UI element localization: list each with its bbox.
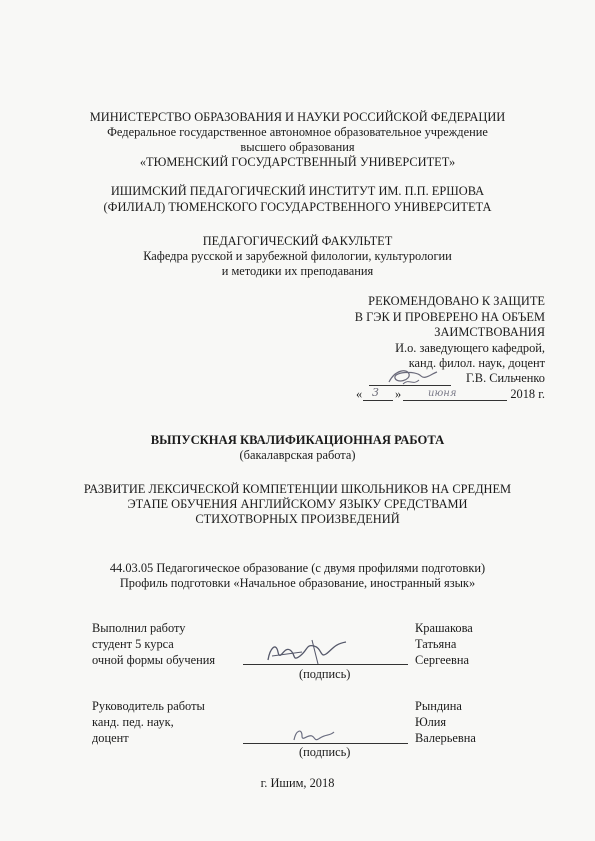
date-close-quote: » (395, 387, 402, 401)
author-role-line1: Выполнил работу (92, 621, 186, 635)
date-month: июня (428, 388, 457, 399)
author-surname: Крашакова (415, 621, 473, 635)
date-open-quote: « (356, 387, 363, 401)
department-name-line2: и методики их преподавания (221, 264, 374, 278)
author-signature (262, 636, 352, 670)
approval-head-role: И.о. заведующего кафедрой, (395, 341, 545, 355)
author-role-line3: очной формы обучения (92, 653, 216, 667)
author-signature-caption: (подпись) (299, 667, 351, 681)
supervisor-role-line3: доцент (92, 731, 129, 745)
approval-head-degree: канд. филол. наук, доцент (408, 356, 545, 370)
program-line2: Профиль подготовки «Начальное образование, иностранный язык» (119, 576, 476, 590)
university-name: «ТЮМЕНСКИЙ ГОСУДАРСТВЕННЫЙ УНИВЕРСИТЕТ» (139, 155, 456, 169)
supervisor-role-line1: Руководитель работы (92, 699, 205, 713)
supervisor-patronymic: Валерьевна (415, 731, 476, 745)
author-role-line2: студент 5 курса (92, 637, 174, 651)
program-line1: 44.03.05 Педагогическое образование (с двумя профилями подготовки) (109, 561, 486, 575)
institution-type-line1: Федеральное государственное автономное образовательное учреждение (107, 125, 488, 139)
work-title-line3: СТИХОТВОРНЫХ ПРОИЗВЕДЕНИЙ (195, 512, 400, 526)
department-name-line1: Кафедра русской и зарубежной филологии, культурологии (143, 249, 452, 263)
approval-head-name: Г.В. Сильченко (465, 371, 545, 385)
place-and-year: г. Ишим, 2018 (260, 776, 335, 790)
supervisor-name: Юлия (415, 715, 447, 729)
institute-name-line1: ИШИМСКИЙ ПЕДАГОГИЧЕСКИЙ ИНСТИТУТ ИМ. П.П. ЕРШОВА (110, 184, 485, 198)
work-title-line2: ЭТАПЕ ОБУЧЕНИЯ АНГЛИЙСКОМУ ЯЗЫКУ СРЕДСТВАМИ (127, 497, 468, 511)
date-day-line (363, 400, 393, 401)
work-subtype: (бакалаврская работа) (239, 448, 356, 462)
supervisor-signature (290, 724, 340, 746)
institute-name-line2: (ФИЛИАЛ) ТЮМЕНСКОГО ГОСУДАРСТВЕННОГО УНИВЕРСИТЕТА (103, 200, 492, 214)
date-day: 3 (372, 386, 379, 399)
ministry-name: МИНИСТЕРСТВО ОБРАЗОВАНИЯ И НАУКИ РОССИЙСКОЙ ФЕДЕРАЦИИ (89, 110, 506, 124)
supervisor-signature-caption: (подпись) (299, 745, 351, 759)
approval-line3: ЗАИМСТВОВАНИЯ (434, 325, 545, 339)
approval-line2: В ГЭК И ПРОВЕРЕНО НА ОБЪЕМ (354, 310, 545, 324)
work-title-line1: РАЗВИТИЕ ЛЕКСИЧЕСКОЙ КОМПЕТЕНЦИИ ШКОЛЬНИКОВ НА СРЕДНЕМ (83, 482, 512, 496)
author-patronymic: Сергеевна (415, 653, 470, 667)
author-name: Татьяна (415, 637, 457, 651)
supervisor-surname: Рындина (415, 699, 462, 713)
faculty-name: ПЕДАГОГИЧЕСКИЙ ФАКУЛЬТЕТ (202, 234, 393, 248)
work-type: ВЫПУСКНАЯ КВАЛИФИКАЦИОННАЯ РАБОТА (150, 433, 445, 447)
approval-line1: РЕКОМЕНДОВАНО К ЗАЩИТЕ (368, 294, 545, 308)
date-year: 2018 г. (510, 387, 545, 401)
supervisor-role-line2: канд. пед. наук, (92, 715, 174, 729)
institution-type-line2: высшего образования (240, 140, 355, 154)
